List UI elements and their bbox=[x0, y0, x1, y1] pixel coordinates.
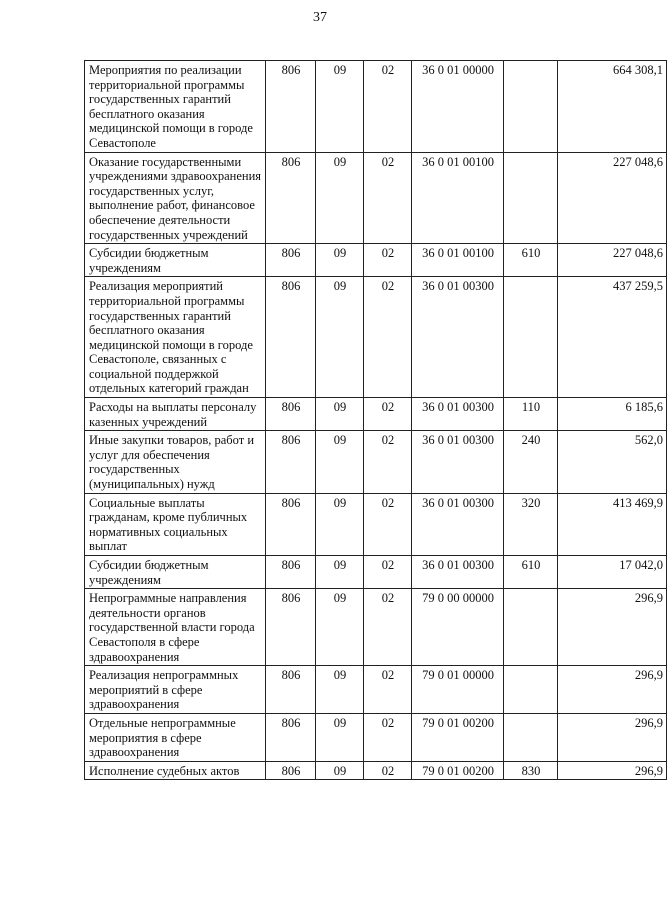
table-row bbox=[85, 556, 667, 589]
table-row bbox=[85, 666, 667, 714]
row-name-cell: Непрограммные направления деятельности органов государственной власти города Севастополя в сфере здравоохранения bbox=[85, 589, 266, 666]
row-expense-type-cell: 610 bbox=[504, 556, 558, 589]
table-row bbox=[85, 277, 667, 398]
row-name-cell: Социальные выплаты гражданам, кроме публичных нормативных социальных выплат bbox=[85, 493, 266, 555]
row-amount-cell: 296,9 bbox=[558, 761, 667, 780]
row-dept-code-cell: 806 bbox=[266, 244, 316, 277]
row-dept-code-cell: 806 bbox=[266, 761, 316, 780]
row-expense-type-cell: 830 bbox=[504, 761, 558, 780]
row-subsection-code-cell: 02 bbox=[364, 556, 412, 589]
row-dept-code-cell: 806 bbox=[266, 589, 316, 666]
row-name-cell: Оказание государственными учреждениями здравоохранения государственных услуг, выполнение работ, финансовое обеспечение деятельности государственных учреждений bbox=[85, 152, 266, 244]
table-row bbox=[85, 713, 667, 761]
row-amount-cell: 227 048,6 bbox=[558, 244, 667, 277]
row-dept-code-cell: 806 bbox=[266, 277, 316, 398]
row-item-code-cell: 36 0 01 00300 bbox=[412, 493, 504, 555]
row-subsection-code-cell: 02 bbox=[364, 589, 412, 666]
row-section-code-cell: 09 bbox=[316, 556, 364, 589]
row-name-cell: Реализация мероприятий территориальной программы государственных гарантий бесплатного оказания медицинской помощи в городе Севастополе, связанных с социальной поддержкой отдельных категорий граждан bbox=[85, 277, 266, 398]
row-name-cell: Реализация непрограммных мероприятий в сфере здравоохранения bbox=[85, 666, 266, 714]
row-name-cell: Исполнение судебных актов bbox=[85, 761, 266, 780]
row-item-code-cell: 36 0 01 00300 bbox=[412, 277, 504, 398]
row-subsection-code-cell: 02 bbox=[364, 713, 412, 761]
row-expense-type-cell: 610 bbox=[504, 244, 558, 277]
table-row bbox=[85, 589, 667, 666]
row-dept-code-cell: 806 bbox=[266, 666, 316, 714]
row-item-code-cell: 36 0 01 00100 bbox=[412, 152, 504, 244]
row-name-cell: Субсидии бюджетным учреждениям bbox=[85, 244, 266, 277]
row-expense-type-cell bbox=[504, 277, 558, 398]
table-row bbox=[85, 398, 667, 431]
table-row bbox=[85, 244, 667, 277]
row-expense-type-cell bbox=[504, 589, 558, 666]
row-subsection-code-cell: 02 bbox=[364, 277, 412, 398]
row-item-code-cell: 79 0 00 00000 bbox=[412, 589, 504, 666]
row-expense-type-cell: 320 bbox=[504, 493, 558, 555]
row-section-code-cell: 09 bbox=[316, 277, 364, 398]
row-name-cell: Субсидии бюджетным учреждениям bbox=[85, 556, 266, 589]
row-amount-cell: 296,9 bbox=[558, 666, 667, 714]
row-amount-cell: 413 469,9 bbox=[558, 493, 667, 555]
budget-table-body bbox=[85, 61, 667, 780]
row-item-code-cell: 36 0 01 00300 bbox=[412, 398, 504, 431]
row-item-code-cell: 79 0 01 00200 bbox=[412, 713, 504, 761]
row-item-code-cell: 36 0 01 00000 bbox=[412, 61, 504, 153]
row-name-cell: Мероприятия по реализации территориальной программы государственных гарантий бесплатного оказания медицинской помощи в городе Севастополе bbox=[85, 61, 266, 153]
row-section-code-cell: 09 bbox=[316, 761, 364, 780]
row-expense-type-cell: 110 bbox=[504, 398, 558, 431]
row-name-cell: Отдельные непрограммные мероприятия в сфере здравоохранения bbox=[85, 713, 266, 761]
row-expense-type-cell bbox=[504, 61, 558, 153]
row-subsection-code-cell: 02 bbox=[364, 152, 412, 244]
row-item-code-cell: 36 0 01 00100 bbox=[412, 244, 504, 277]
row-section-code-cell: 09 bbox=[316, 431, 364, 493]
row-item-code-cell: 79 0 01 00200 bbox=[412, 761, 504, 780]
row-section-code-cell: 09 bbox=[316, 589, 364, 666]
row-subsection-code-cell: 02 bbox=[364, 666, 412, 714]
row-expense-type-cell bbox=[504, 152, 558, 244]
row-section-code-cell: 09 bbox=[316, 244, 364, 277]
row-subsection-code-cell: 02 bbox=[364, 493, 412, 555]
row-amount-cell: 437 259,5 bbox=[558, 277, 667, 398]
table-row bbox=[85, 61, 667, 153]
row-subsection-code-cell: 02 bbox=[364, 761, 412, 780]
table-row bbox=[85, 431, 667, 493]
page-number: 37 bbox=[313, 10, 327, 25]
row-subsection-code-cell: 02 bbox=[364, 398, 412, 431]
row-name-cell: Расходы на выплаты персоналу казенных учреждений bbox=[85, 398, 266, 431]
row-item-code-cell: 36 0 01 00300 bbox=[412, 431, 504, 493]
row-dept-code-cell: 806 bbox=[266, 431, 316, 493]
row-name-cell: Иные закупки товаров, работ и услуг для обеспечения государственных (муниципальных) нужд bbox=[85, 431, 266, 493]
row-subsection-code-cell: 02 bbox=[364, 244, 412, 277]
row-dept-code-cell: 806 bbox=[266, 61, 316, 153]
row-section-code-cell: 09 bbox=[316, 152, 364, 244]
table-row bbox=[85, 152, 667, 244]
row-section-code-cell: 09 bbox=[316, 398, 364, 431]
row-section-code-cell: 09 bbox=[316, 713, 364, 761]
row-amount-cell: 17 042,0 bbox=[558, 556, 667, 589]
row-expense-type-cell bbox=[504, 666, 558, 714]
row-subsection-code-cell: 02 bbox=[364, 61, 412, 153]
row-dept-code-cell: 806 bbox=[266, 493, 316, 555]
row-expense-type-cell bbox=[504, 713, 558, 761]
row-amount-cell: 664 308,1 bbox=[558, 61, 667, 153]
row-item-code-cell: 36 0 01 00300 bbox=[412, 556, 504, 589]
row-amount-cell: 296,9 bbox=[558, 589, 667, 666]
row-amount-cell: 227 048,6 bbox=[558, 152, 667, 244]
table-row bbox=[85, 493, 667, 555]
budget-table bbox=[84, 60, 667, 780]
table-row bbox=[85, 761, 667, 780]
row-item-code-cell: 79 0 01 00000 bbox=[412, 666, 504, 714]
row-dept-code-cell: 806 bbox=[266, 398, 316, 431]
row-section-code-cell: 09 bbox=[316, 493, 364, 555]
row-amount-cell: 6 185,6 bbox=[558, 398, 667, 431]
row-subsection-code-cell: 02 bbox=[364, 431, 412, 493]
row-dept-code-cell: 806 bbox=[266, 152, 316, 244]
row-amount-cell: 562,0 bbox=[558, 431, 667, 493]
row-amount-cell: 296,9 bbox=[558, 713, 667, 761]
row-section-code-cell: 09 bbox=[316, 666, 364, 714]
row-dept-code-cell: 806 bbox=[266, 713, 316, 761]
row-dept-code-cell: 806 bbox=[266, 556, 316, 589]
row-expense-type-cell: 240 bbox=[504, 431, 558, 493]
row-section-code-cell: 09 bbox=[316, 61, 364, 153]
